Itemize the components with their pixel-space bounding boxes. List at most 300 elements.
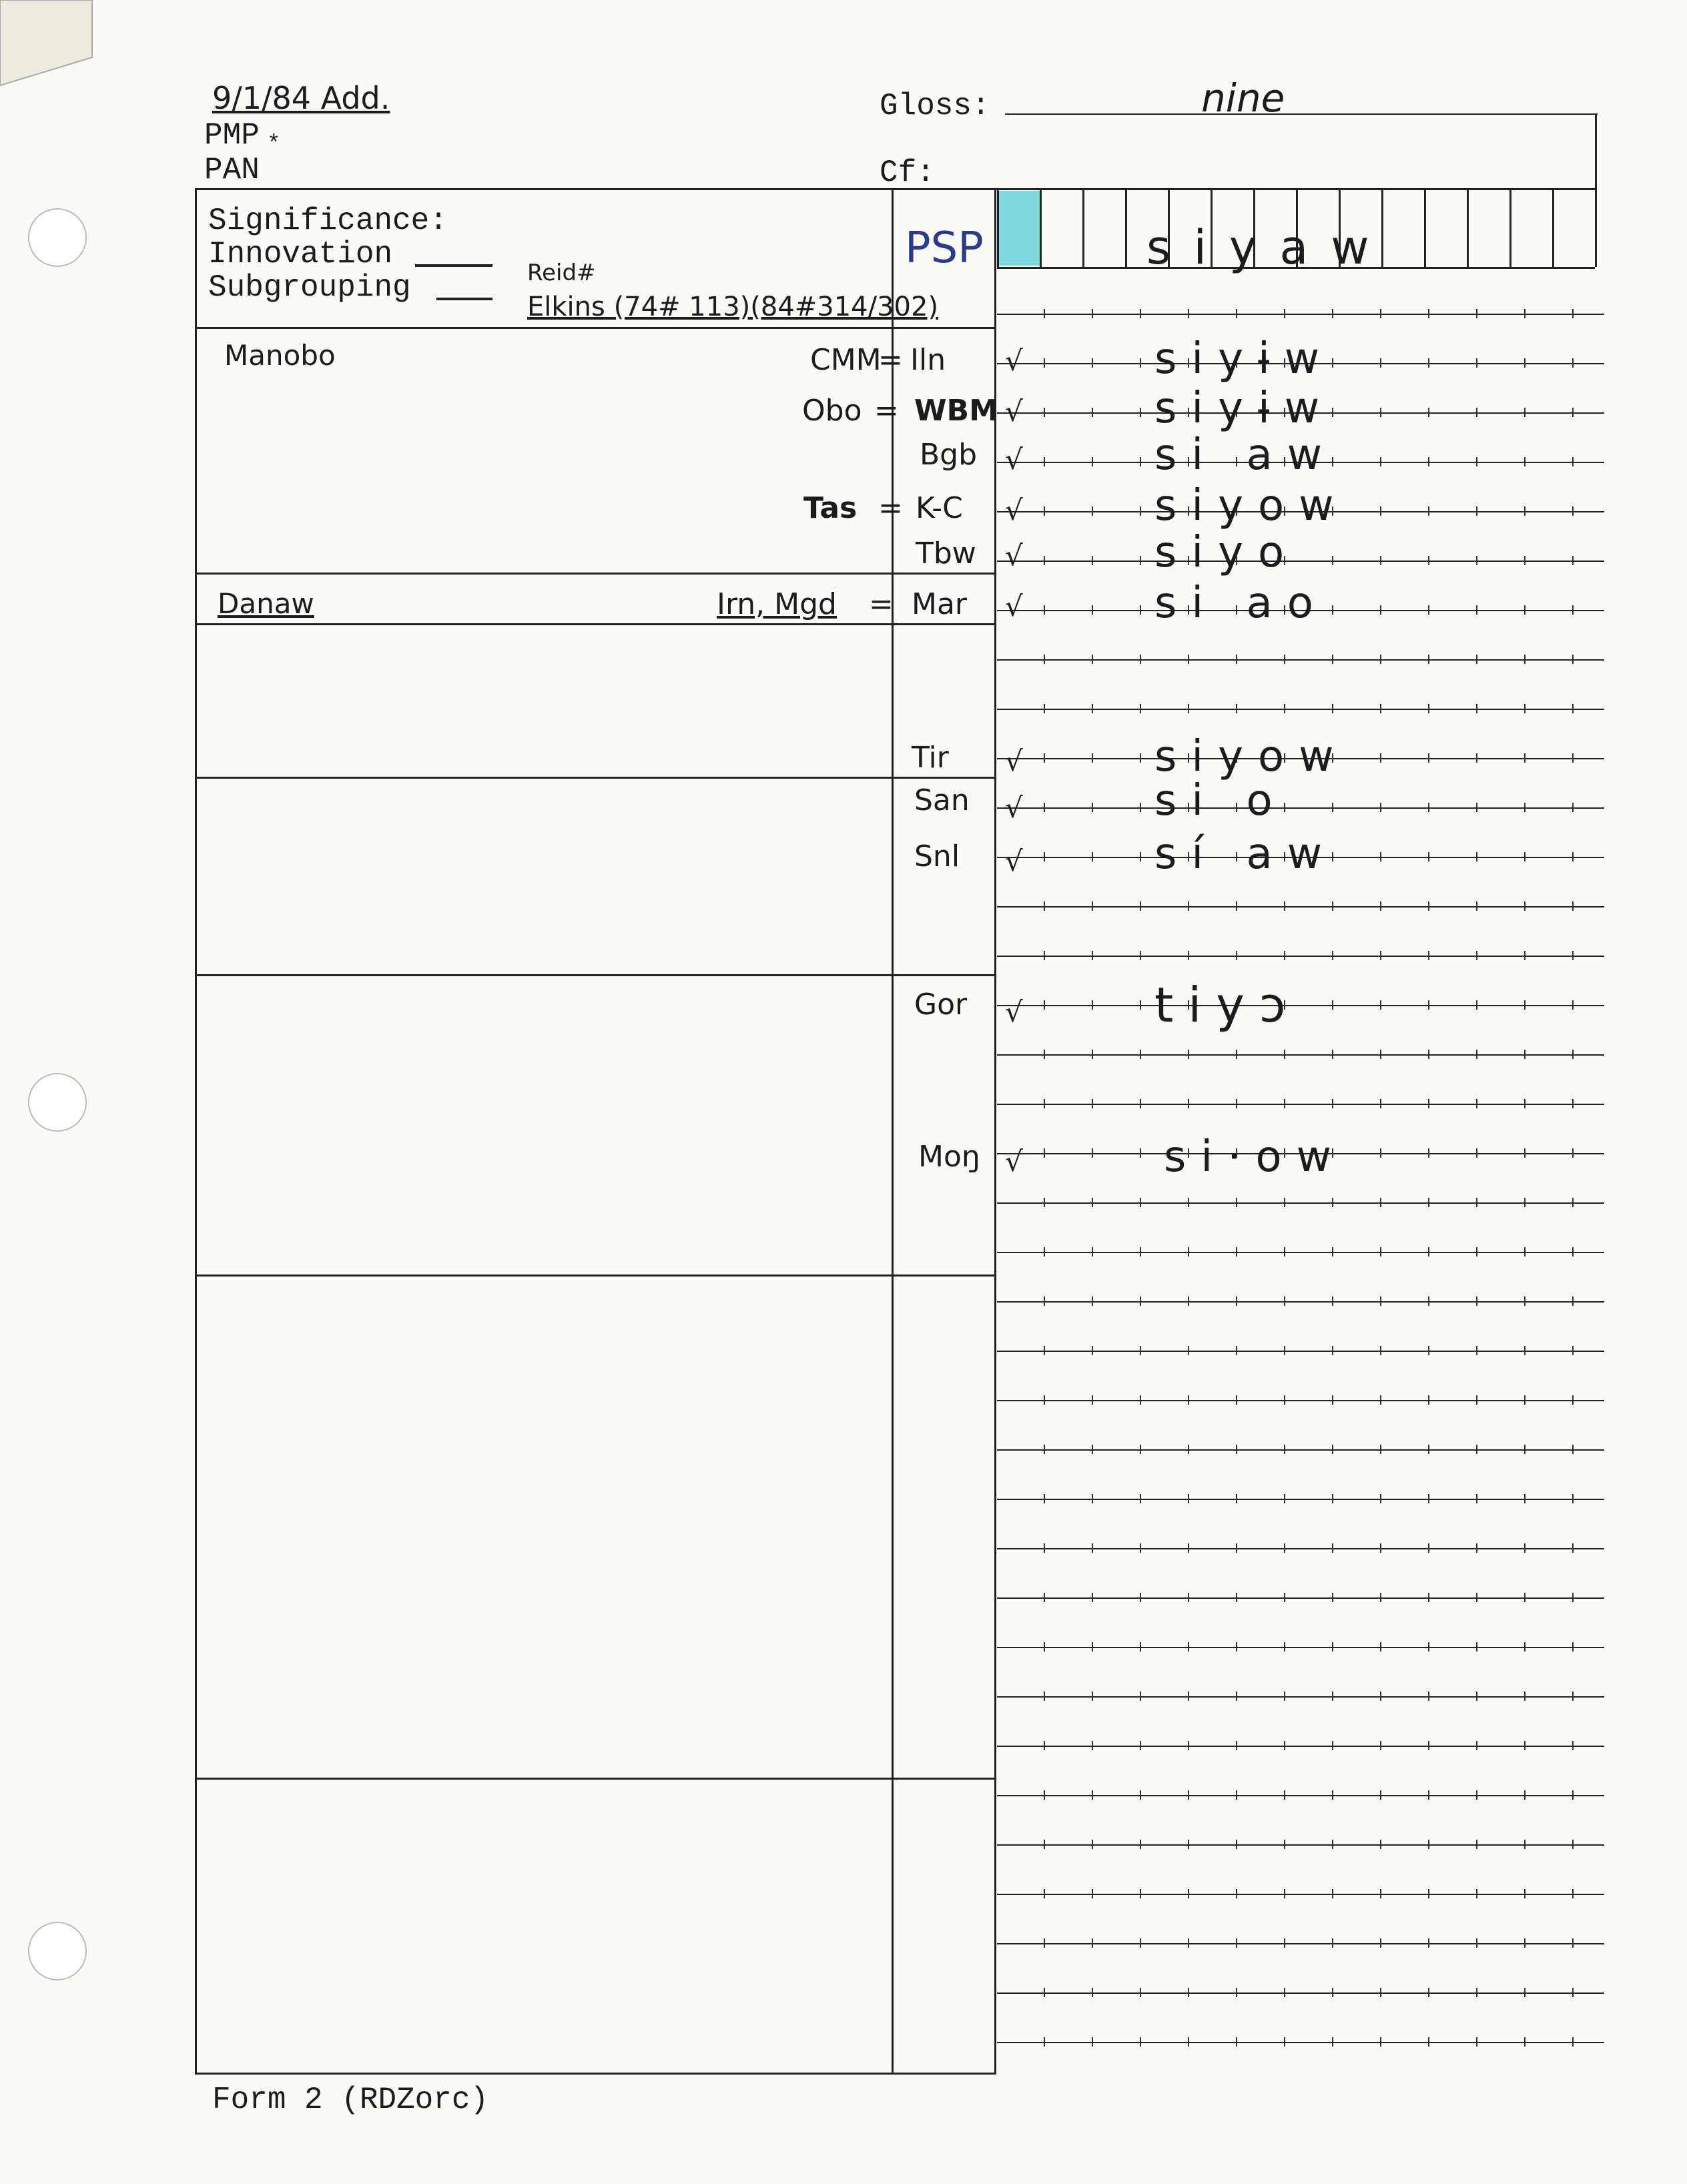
writing-line-tick: [1140, 556, 1141, 565]
form-footer: Form 2 (RDZorc): [212, 2083, 489, 2117]
writing-line-tick: [1092, 506, 1093, 516]
writing-line-tick: [1380, 1445, 1381, 1454]
frame-form-divider: [994, 188, 996, 2074]
writing-line-tick: [1188, 309, 1189, 318]
writing-line-tick: [1044, 951, 1045, 960]
writing-line-tick: [1140, 1840, 1141, 1849]
pmp-label: PMP: [204, 118, 260, 153]
writing-line-tick: [1428, 1790, 1429, 1800]
writing-line-tick: [1092, 704, 1093, 713]
writing-line-tick: [1284, 901, 1285, 911]
writing-line-tick: [1140, 309, 1141, 318]
writing-line-tick: [1332, 1395, 1333, 1405]
writing-line-tick: [1092, 803, 1093, 812]
writing-line-tick: [1236, 1445, 1237, 1454]
writing-line-tick: [1428, 1297, 1429, 1306]
frame-language-divider: [892, 188, 894, 2074]
writing-line-tick: [1428, 901, 1429, 911]
writing-line-tick: [1524, 2037, 1526, 2047]
writing-line-tick: [1236, 1346, 1237, 1355]
form-tbw: siyo: [1154, 528, 1299, 577]
writing-line-tick: [1044, 1494, 1045, 1503]
proto-grid-cell-divider: [1467, 188, 1469, 267]
writing-line-tick: [1476, 1543, 1477, 1553]
writing-line-tick: [1476, 1346, 1477, 1355]
proto-form: siyaw: [1146, 220, 1392, 275]
writing-line-tick: [1332, 1346, 1333, 1355]
writing-line-tick: [1140, 1247, 1141, 1256]
writing-line-tick: [1476, 1593, 1477, 1602]
writing-line-tick: [1044, 704, 1045, 713]
writing-line-tick: [1140, 1889, 1141, 1898]
writing-line-tick: [1044, 1840, 1045, 1849]
writing-line-tick: [1572, 1198, 1574, 1207]
writing-line-tick: [1092, 309, 1093, 318]
writing-line-tick: [1428, 1988, 1429, 1997]
writing-line-tick: [1140, 605, 1141, 615]
writing-line-tick: [1236, 309, 1237, 318]
writing-line-tick: [1284, 1790, 1285, 1800]
writing-line-tick: [1092, 1148, 1093, 1158]
writing-line-tick: [1188, 1494, 1189, 1503]
writing-line-tick: [1524, 1346, 1526, 1355]
group-name-manobo: Manobo: [224, 339, 336, 372]
lang-wbm: WBM: [914, 394, 998, 428]
writing-line-tick: [1476, 655, 1477, 664]
writing-line-tick: [1380, 1099, 1381, 1108]
writing-line-tick: [1476, 1050, 1477, 1059]
left-code-irn-mgd: Irn, Mgd: [717, 587, 837, 621]
writing-line-tick: [1188, 704, 1189, 713]
writing-line-tick: [1524, 1148, 1526, 1158]
writing-line-tick: [1044, 1000, 1045, 1010]
proto-grid-cell-divider: [1424, 188, 1426, 267]
writing-line-tick: [1284, 951, 1285, 960]
writing-line-tick: [1236, 1050, 1237, 1059]
writing-line-tick: [1524, 1938, 1526, 1948]
writing-line-tick: [1572, 556, 1574, 565]
equals-sign: =: [878, 491, 903, 525]
writing-line-tick: [1044, 309, 1045, 318]
writing-line-tick: [1236, 1692, 1237, 1701]
writing-line-tick: [1380, 1297, 1381, 1306]
writing-line-tick: [1332, 655, 1333, 664]
writing-line-tick: [1236, 1988, 1237, 1997]
writing-line-tick: [1476, 1198, 1477, 1207]
writing-line-tick: [1140, 1346, 1141, 1355]
writing-line-tick: [1332, 1494, 1333, 1503]
writing-line-tick: [1380, 1247, 1381, 1256]
writing-line: [997, 709, 1604, 710]
writing-line-tick: [1428, 1198, 1429, 1207]
proto-grid-cell-divider: [1509, 188, 1511, 267]
writing-line-tick: [1380, 1050, 1381, 1059]
writing-line-tick: [1188, 1889, 1189, 1898]
writing-line-tick: [1380, 2037, 1381, 2047]
writing-line-tick: [1572, 1543, 1574, 1553]
frame-left: [195, 188, 197, 2074]
writing-line-tick: [1572, 358, 1574, 368]
writing-line-tick: [1476, 457, 1477, 466]
writing-line-tick: [1044, 1198, 1045, 1207]
writing-line-tick: [1092, 408, 1093, 417]
writing-line-tick: [1092, 1543, 1093, 1553]
writing-line: [997, 2042, 1604, 2043]
writing-line-tick: [1524, 1494, 1526, 1503]
writing-line-tick: [1476, 704, 1477, 713]
punch-hole-bottom: [28, 1922, 87, 1980]
innovation-blank: [415, 264, 492, 267]
writing-line-tick: [1044, 1148, 1045, 1158]
writing-line-tick: [1044, 1050, 1045, 1059]
writing-line-tick: [1524, 852, 1526, 861]
writing-line-tick: [1140, 951, 1141, 960]
writing-line-tick: [1092, 1247, 1093, 1256]
writing-line-tick: [1236, 951, 1237, 960]
writing-line-tick: [1572, 1692, 1574, 1701]
checkmark: √: [1005, 395, 1023, 428]
writing-line-tick: [1140, 1593, 1141, 1602]
writing-line-tick: [1572, 1494, 1574, 1503]
writing-line: [997, 1844, 1604, 1846]
writing-line-tick: [1476, 1247, 1477, 1256]
form-mon: si·ow: [1164, 1132, 1346, 1182]
writing-line: [997, 1499, 1604, 1500]
writing-line-tick: [1380, 1395, 1381, 1405]
writing-line-tick: [1380, 1840, 1381, 1849]
writing-line-tick: [1524, 901, 1526, 911]
writing-line-tick: [1140, 704, 1141, 713]
writing-line-tick: [1044, 1642, 1045, 1652]
proto-grid-cell-divider: [1595, 188, 1597, 267]
writing-line-tick: [1284, 309, 1285, 318]
writing-line: [997, 1301, 1604, 1303]
writing-line-tick: [1044, 753, 1045, 763]
writing-line-tick: [1380, 457, 1381, 466]
writing-line-tick: [1476, 1395, 1477, 1405]
writing-line-tick: [1092, 358, 1093, 368]
writing-line-tick: [1284, 704, 1285, 713]
writing-line-tick: [1572, 1297, 1574, 1306]
writing-line-tick: [1332, 1642, 1333, 1652]
writing-line-tick: [1236, 2037, 1237, 2047]
checkmark: √: [1005, 443, 1023, 476]
writing-line-tick: [1380, 1790, 1381, 1800]
writing-line-tick: [1140, 901, 1141, 911]
writing-line-tick: [1380, 1642, 1381, 1652]
writing-line-tick: [1236, 1395, 1237, 1405]
writing-line-tick: [1044, 408, 1045, 417]
writing-line-tick: [1524, 1050, 1526, 1059]
lang-snl: Snl: [914, 839, 960, 873]
lang-tir: Tir: [912, 741, 949, 775]
elkins-reference: Elkins (74# 113)(84#314/302): [527, 292, 939, 322]
writing-line-tick: [1380, 605, 1381, 615]
writing-line-tick: [1092, 901, 1093, 911]
writing-line-tick: [1572, 655, 1574, 664]
form-k-c: siyow: [1154, 481, 1349, 530]
writing-line: [997, 1548, 1604, 1549]
writing-line-tick: [1572, 1642, 1574, 1652]
writing-line-tick: [1092, 852, 1093, 861]
writing-line-tick: [1284, 1445, 1285, 1454]
writing-line-tick: [1476, 1741, 1477, 1750]
section-divider-3: [195, 623, 994, 625]
subgrouping-blank: [436, 298, 492, 300]
writing-line-tick: [1572, 2037, 1574, 2047]
writing-line-tick: [1572, 901, 1574, 911]
writing-line-tick: [1092, 1297, 1093, 1306]
writing-line-tick: [1044, 457, 1045, 466]
writing-line-tick: [1284, 1099, 1285, 1108]
gloss-underline: [1005, 113, 1598, 115]
writing-line-tick: [1332, 1247, 1333, 1256]
writing-line-tick: [1476, 1148, 1477, 1158]
writing-line-tick: [1092, 556, 1093, 565]
writing-line: [997, 1054, 1604, 1056]
section-divider-2: [195, 573, 994, 575]
writing-line-tick: [1380, 901, 1381, 911]
proto-grid-cell-divider: [1125, 188, 1127, 267]
writing-line-tick: [1380, 309, 1381, 318]
writing-line-tick: [1188, 1198, 1189, 1207]
writing-line-tick: [1332, 1593, 1333, 1602]
writing-line-tick: [1572, 1050, 1574, 1059]
writing-line-tick: [1524, 506, 1526, 516]
writing-line-tick: [1428, 1840, 1429, 1849]
writing-line-tick: [1572, 852, 1574, 861]
writing-line-tick: [1524, 1790, 1526, 1800]
checkmark: √: [1005, 1145, 1023, 1178]
writing-line-tick: [1284, 1247, 1285, 1256]
writing-line-tick: [1476, 1445, 1477, 1454]
writing-line-tick: [1044, 852, 1045, 861]
writing-line-tick: [1572, 1099, 1574, 1108]
writing-line-tick: [1284, 1395, 1285, 1405]
writing-line-tick: [1284, 1543, 1285, 1553]
lang-tbw: Tbw: [916, 536, 976, 571]
writing-line-tick: [1380, 1000, 1381, 1010]
writing-line-tick: [1380, 1889, 1381, 1898]
writing-line-tick: [1332, 704, 1333, 713]
writing-line-tick: [1140, 1050, 1141, 1059]
writing-line-tick: [1428, 457, 1429, 466]
lang-gor: Gor: [914, 988, 968, 1022]
writing-line-tick: [1284, 1346, 1285, 1355]
writing-line-tick: [1428, 1000, 1429, 1010]
writing-line: [997, 561, 1604, 562]
writing-line-tick: [1380, 506, 1381, 516]
writing-line-tick: [1332, 1000, 1333, 1010]
writing-line: [997, 1943, 1604, 1944]
writing-line-tick: [1380, 1543, 1381, 1553]
writing-line-tick: [1188, 1642, 1189, 1652]
writing-line-tick: [1524, 309, 1526, 318]
equals-sign: =: [874, 394, 899, 428]
writing-line-tick: [1380, 655, 1381, 664]
writing-line-tick: [1428, 358, 1429, 368]
writing-line-tick: [1236, 1889, 1237, 1898]
writing-line-tick: [1524, 1000, 1526, 1010]
writing-line-tick: [1140, 457, 1141, 466]
gloss-value: nine: [1201, 75, 1285, 121]
lang-k-c: K-C: [916, 491, 963, 525]
writing-line-tick: [1428, 309, 1429, 318]
checkmark: √: [1005, 539, 1023, 572]
writing-line: [997, 1351, 1604, 1352]
writing-line-tick: [1140, 852, 1141, 861]
writing-line-tick: [1092, 1692, 1093, 1701]
writing-line-tick: [1476, 1692, 1477, 1701]
writing-line-tick: [1572, 1395, 1574, 1405]
writing-line-tick: [1428, 704, 1429, 713]
writing-line-tick: [1380, 1692, 1381, 1701]
writing-line-tick: [1044, 1593, 1045, 1602]
writing-line-tick: [1332, 1741, 1333, 1750]
writing-line-tick: [1572, 1593, 1574, 1602]
proto-highlight-cell: [997, 191, 1040, 266]
writing-line-tick: [1332, 1445, 1333, 1454]
writing-line-tick: [1092, 2037, 1093, 2047]
writing-line-tick: [1236, 704, 1237, 713]
writing-line: [997, 1647, 1604, 1648]
writing-line-tick: [1140, 1148, 1141, 1158]
checkmark: √: [1005, 590, 1023, 623]
writing-line: [997, 1795, 1604, 1796]
writing-line-tick: [1476, 1000, 1477, 1010]
writing-line-tick: [1092, 1938, 1093, 1948]
writing-line-tick: [1044, 1741, 1045, 1750]
subgrouping-label: Subgrouping: [208, 270, 411, 305]
writing-line-tick: [1140, 655, 1141, 664]
form-san: si o: [1154, 776, 1287, 825]
writing-line-tick: [1476, 753, 1477, 763]
writing-line-tick: [1572, 1938, 1574, 1948]
writing-line-tick: [1524, 704, 1526, 713]
writing-line-tick: [1524, 556, 1526, 565]
writing-line-tick: [1236, 1099, 1237, 1108]
pan-label: PAN: [204, 153, 260, 188]
date-stamp: 9/1/84 Add.: [212, 80, 390, 116]
writing-line-tick: [1524, 1692, 1526, 1701]
writing-line-tick: [1044, 1988, 1045, 1997]
writing-line-tick: [1284, 1494, 1285, 1503]
writing-line-tick: [1140, 1198, 1141, 1207]
writing-line-tick: [1428, 1938, 1429, 1948]
left-code-cmm: CMM: [810, 343, 882, 377]
equals-sign: =: [878, 343, 903, 377]
writing-line-tick: [1572, 1988, 1574, 1997]
writing-line-tick: [1428, 2037, 1429, 2047]
writing-line-tick: [1332, 1840, 1333, 1849]
writing-line-tick: [1284, 1692, 1285, 1701]
form-bgb: si aw: [1154, 430, 1337, 480]
writing-line-tick: [1476, 1938, 1477, 1948]
writing-line-tick: [1524, 1395, 1526, 1405]
form-gor: tiyɔ: [1154, 977, 1301, 1033]
writing-line-tick: [1428, 1099, 1429, 1108]
writing-line-tick: [1236, 1543, 1237, 1553]
writing-line: [997, 1400, 1604, 1401]
group-name-danaw: Danaw: [218, 587, 314, 620]
checkmark: √: [1005, 996, 1023, 1028]
writing-line-tick: [1572, 704, 1574, 713]
writing-line-tick: [1380, 753, 1381, 763]
writing-line-tick: [1092, 951, 1093, 960]
writing-line: [997, 1252, 1604, 1253]
writing-line-tick: [1428, 1445, 1429, 1454]
writing-line-tick: [1476, 506, 1477, 516]
writing-line-tick: [1428, 556, 1429, 565]
writing-line-tick: [1572, 309, 1574, 318]
writing-line-tick: [1476, 309, 1477, 318]
writing-line-tick: [1092, 655, 1093, 664]
writing-line-tick: [1476, 1889, 1477, 1898]
lang-iln: Iln: [910, 343, 946, 377]
writing-line-tick: [1188, 1445, 1189, 1454]
writing-line: [997, 314, 1604, 315]
lang-mon: Moŋ: [918, 1140, 980, 1174]
writing-line-tick: [1140, 1445, 1141, 1454]
writing-line-tick: [1428, 1741, 1429, 1750]
writing-line-tick: [1380, 852, 1381, 861]
writing-line-tick: [1332, 2037, 1333, 2047]
writing-line-tick: [1284, 1642, 1285, 1652]
writing-line-tick: [1524, 1889, 1526, 1898]
writing-line-tick: [1428, 1692, 1429, 1701]
innovation-label: Innovation: [208, 237, 393, 272]
writing-line-tick: [1380, 1988, 1381, 1997]
writing-line-tick: [1140, 1099, 1141, 1108]
writing-line-tick: [1428, 1593, 1429, 1602]
writing-line-tick: [1332, 1050, 1333, 1059]
writing-line-tick: [1092, 457, 1093, 466]
writing-line: [997, 956, 1604, 957]
folded-corner: [0, 0, 100, 93]
writing-line-tick: [1332, 1790, 1333, 1800]
writing-line: [997, 906, 1604, 907]
writing-line-tick: [1284, 1198, 1285, 1207]
writing-line-tick: [1236, 1247, 1237, 1256]
writing-line-tick: [1524, 1988, 1526, 1997]
writing-line-tick: [1572, 1840, 1574, 1849]
reid-reference: Reid#: [527, 260, 596, 286]
writing-line-tick: [1140, 2037, 1141, 2047]
writing-line-tick: [1380, 408, 1381, 417]
writing-line-tick: [1140, 1395, 1141, 1405]
proto-grid-cell-divider: [1082, 188, 1084, 267]
punch-hole-top: [28, 208, 87, 267]
writing-line-tick: [1236, 1593, 1237, 1602]
form-snl: sí aw: [1154, 829, 1337, 879]
writing-line-tick: [1140, 506, 1141, 516]
writing-line-tick: [1572, 1889, 1574, 1898]
writing-line-tick: [1044, 1395, 1045, 1405]
writing-line-tick: [1140, 1988, 1141, 1997]
writing-line-tick: [1140, 1297, 1141, 1306]
writing-line-tick: [1428, 1642, 1429, 1652]
writing-line-tick: [1380, 1494, 1381, 1503]
writing-line-tick: [1332, 1692, 1333, 1701]
writing-line-tick: [1140, 1494, 1141, 1503]
writing-line-tick: [1476, 358, 1477, 368]
writing-line-tick: [1476, 1297, 1477, 1306]
form-wbm: siyɨw: [1154, 384, 1335, 433]
writing-line-tick: [1188, 1297, 1189, 1306]
writing-line-tick: [1476, 901, 1477, 911]
section-divider-5: [195, 974, 994, 976]
form-tir: siyow: [1154, 732, 1349, 781]
